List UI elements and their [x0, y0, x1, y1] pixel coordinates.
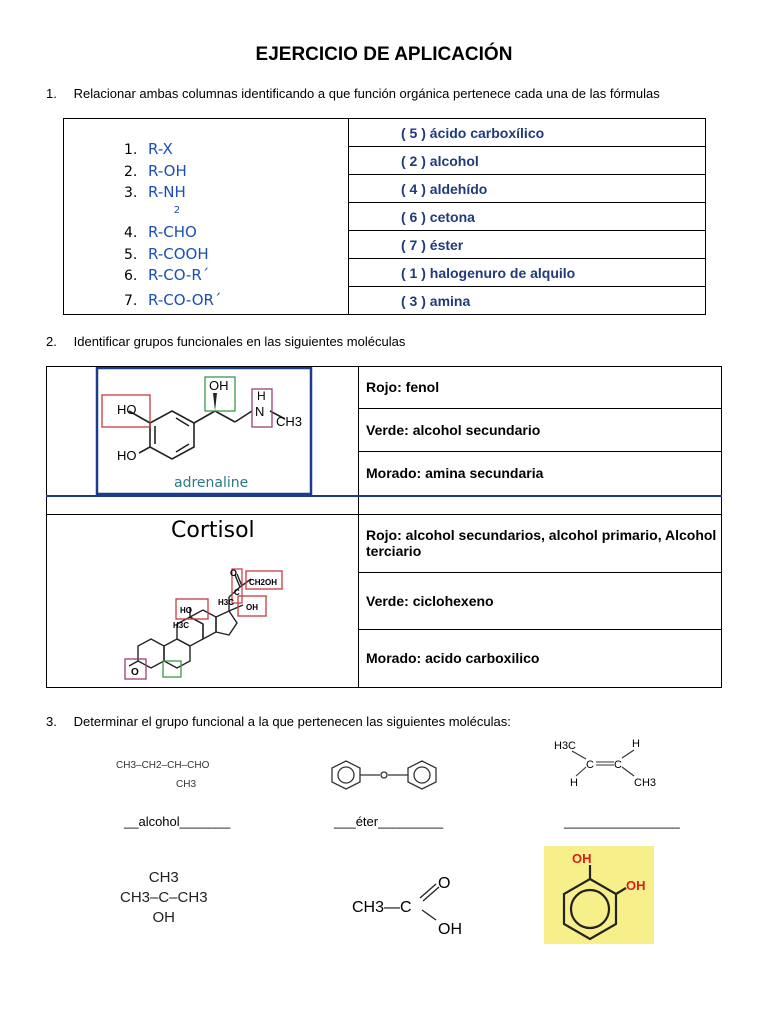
question-2 — [46, 334, 405, 349]
answer-cell: ( 5 ) ácido carboxílico — [349, 119, 706, 147]
question-3 — [46, 714, 511, 729]
cortisol-o-top: O — [230, 567, 238, 578]
cortisol-red-row: Rojo: alcohol secundarios, alcohol primario, Alcohol terciario — [359, 514, 722, 572]
molecule-middle: CH3–C–CH3 — [120, 889, 208, 906]
cortisol-c: C — [234, 587, 240, 597]
formula-item: 1. R-X — [124, 140, 173, 158]
molecule-tert-butanol — [120, 868, 208, 928]
adrenaline-cell — [47, 367, 359, 497]
spacer-cell — [359, 496, 722, 514]
adrenaline-structure — [47, 367, 358, 495]
acetic-ch3-c: CH3—C — [352, 899, 412, 916]
alkene-ch3: CH3 — [634, 777, 657, 789]
adrenaline-red-row: Rojo: fenol — [359, 367, 722, 409]
cortisol-green-row: Verde: ciclohexeno — [359, 572, 722, 629]
alkene-c: C — [614, 759, 622, 771]
formula-list — [124, 139, 348, 312]
cortisol-purple-row: Morado: acido carboxilico — [359, 630, 722, 687]
answer-blank-3[interactable]: ________________ — [564, 814, 680, 829]
cortisol-cell — [47, 514, 359, 687]
question-number: 3. — [46, 714, 57, 729]
question-text: Relacionar ambas columnas identificando a que función orgánica pertenece cada una de las fórmulas — [73, 86, 660, 101]
answer-cell: ( 7 ) éster — [349, 231, 706, 259]
adrenaline-ho-label: HO — [117, 448, 137, 463]
answer-cell: ( 1 ) halogenuro de alquilo — [349, 259, 706, 287]
cortisol-name: Cortisol — [171, 517, 255, 543]
formula-item: 5. R-COOH — [124, 244, 209, 263]
alkene-c: C — [586, 759, 594, 771]
molecule-catechol — [544, 846, 654, 944]
formula-item: 2. R-OH — [124, 161, 187, 180]
cortisol-h3c: H3C — [218, 597, 235, 607]
acetic-o: O — [438, 875, 451, 892]
acetic-oh: OH — [438, 921, 462, 938]
answer-cell: ( 3 ) amina — [349, 287, 706, 315]
adrenaline-oh-label: OH — [209, 378, 229, 393]
question-text: Determinar el grupo funcional a la que pertenecen las siguientes moléculas: — [73, 714, 511, 729]
spacer-cell — [47, 496, 359, 514]
answer-blank-1[interactable]: __alcohol_______ — [124, 814, 231, 829]
cortisol-o-bottom: O — [131, 666, 139, 678]
question-number: 1. — [46, 86, 57, 101]
cortisol-ch2oh: CH2OH — [249, 577, 278, 587]
adrenaline-n-label: N — [255, 404, 265, 419]
adrenaline-ch3-label: CH3 — [276, 414, 303, 429]
alkene-h: H — [570, 777, 578, 789]
cortisol-structure — [47, 515, 358, 687]
alkene-h: H — [632, 738, 640, 750]
molecule-acetic-acid — [350, 870, 470, 940]
molecule-substituent: CH3 — [176, 779, 197, 790]
adrenaline-h-label: H — [257, 389, 266, 403]
catechol-oh: OH — [626, 878, 646, 893]
adrenaline-purple-row: Morado: amina secundaria — [359, 451, 722, 496]
question-1 — [46, 86, 660, 101]
adrenaline-name: adrenaline — [174, 475, 249, 491]
functional-groups-table — [46, 366, 722, 688]
answer-cell: ( 6 ) cetona — [349, 203, 706, 231]
formula-column — [64, 119, 349, 315]
answer-cell: ( 4 ) aldehído — [349, 175, 706, 203]
molecule-diphenyl-ether — [328, 758, 440, 792]
formula-item: 4. R-CHO — [124, 223, 197, 242]
question-number: 2. — [46, 334, 57, 349]
matching-table — [63, 118, 706, 315]
formula-item: 3. $R-NH_2$ — [124, 183, 186, 217]
adrenaline-ho-label: HO — [117, 402, 137, 417]
page-title: EJERCICIO DE APLICACIÓN — [255, 44, 513, 65]
molecule-top: CH3 — [148, 869, 179, 886]
catechol-oh: OH — [572, 851, 592, 866]
cortisol-oh: OH — [246, 602, 258, 612]
formula-item: 6. R-CO-R´ — [124, 266, 210, 285]
cortisol-h3c: H3C — [173, 620, 190, 630]
molecule-aldehyde — [116, 760, 209, 790]
molecule-bottom: OH — [152, 909, 176, 926]
adrenaline-green-row: Verde: alcohol secundario — [359, 408, 722, 451]
question-text: Identificar grupos funcionales en las siguientes moléculas — [73, 334, 406, 349]
cortisol-ho: HO — [180, 605, 192, 615]
molecule-main-chain: CH3–CH2–CH–CHO — [116, 760, 210, 771]
answer-blank-2[interactable]: ___éter_________ — [334, 814, 444, 829]
molecule-alkene — [552, 736, 662, 794]
formula-item: 7. R-CO-OR´ — [124, 290, 222, 309]
answer-cell: ( 2 ) alcohol — [349, 147, 706, 175]
alkene-h3c: H3C — [554, 740, 577, 752]
